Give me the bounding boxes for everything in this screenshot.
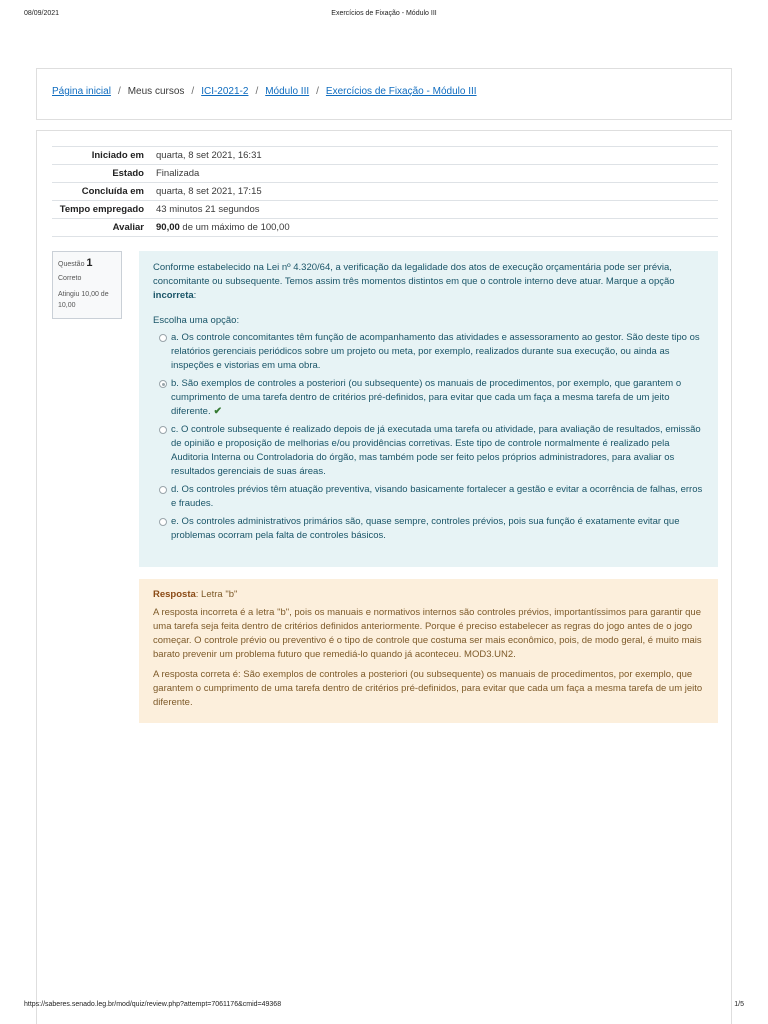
radio-unchecked-icon[interactable] [159,486,167,494]
answer-option-text: a. Os controle concomitantes têm função de acompanhamento das atividades e assessoramento ao gestor. São deste tipo os relatórios gerenciais periódicos sobre um projeto ou meta, por exemplo, realizados durante sua execução, ou ainda as inspeções e vistorias em uma obra. [171,332,700,371]
summary-row-state [52,165,718,183]
breadcrumb-separator: / [255,86,259,97]
breadcrumb [52,86,477,97]
question-text-emphasis: incorreta [153,290,194,301]
breadcrumb-home-link[interactable]: Página inicial [52,86,111,97]
answer-option-text: e. Os controles administrativos primários são, quase sempre, controles prévios, pois sua função é exatamente evitar que problemas ocorram pela falta de controles básicos. [171,516,680,541]
question-text-main: Conforme estabelecido na Lei nº 4.320/64, a verificação da legalidade dos atos de execução orçamentária pode ser prévia, concomitante ou subsequente. Temos assim três momentos distintos em que o controle interno deve atuar. Marque a opção [153,262,675,287]
summary-label: Iniciado em [52,147,150,165]
question-text-end: : [193,290,197,301]
radio-checked-icon[interactable] [159,380,167,388]
summary-row-completed [52,183,718,201]
summary-label: Concluída em [52,183,150,201]
attempt-summary-table [52,146,718,237]
summary-row-grade [52,219,718,237]
answer-option-text: c. O controle subsequente é realizado depois de já executada uma tarefa ou atividade, para avaliação de resultados, emissão de opinião e proposição de melhorias e/ou providências corretivas. Este tipo de controle normalmente é realizado pela Auditoria Interna ou Controladoria do órgão, mas também pode ser feito pelos próprios administradores, para avaliar os resultados gerenciais de suas áreas. [171,424,701,477]
breadcrumb-card [36,68,732,120]
summary-row-time-taken [52,201,718,219]
summary-label: Avaliar [52,219,150,237]
print-date: 08/09/2021 [24,10,60,17]
radio-unchecked-icon[interactable] [159,426,167,434]
answer-option-a[interactable] [153,331,704,373]
answer-option-text: b. São exemplos de controles a posteriori (ou subsequente) os manuais de procedimentos, por exemplo, que garantem o cumprimento de uma tarefa dentro de critérios pré-definidos, para evitar que cada um faça a mesma tarefa de um jeito diferente. [171,378,682,417]
summary-value: quarta, 8 set 2021, 16:31 [150,147,718,165]
question-number-label: Questão [58,261,85,268]
breadcrumb-quiz-link[interactable]: Exercícios de Fixação - Módulo III [325,86,477,97]
correct-check-icon: ✔ [213,406,223,417]
question-mark: Atingiu 10,00 de 10,00 [58,291,109,309]
breadcrumb-separator: / [191,86,195,97]
summary-value: 43 minutos 21 segundos [150,201,718,219]
question-number-value: 1 [86,257,93,269]
summary-value [150,219,718,237]
question-content [139,251,718,567]
print-url: https://saberes.senado.leg.br/mod/quiz/review.php?attempt=7061176&cmid=49368 [24,1001,282,1008]
question-number [58,257,116,269]
answer-feedback [139,579,718,723]
breadcrumb-my-courses: Meus cursos [127,86,185,97]
radio-unchecked-icon[interactable] [159,518,167,526]
answer-option-d[interactable] [153,483,704,511]
print-title: Exercícios de Fixação - Módulo III [331,10,437,17]
feedback-right-answer: A resposta correta é: São exemplos de controles a posteriori (ou subsequente) os manuais de procedimentos, por exemplo, que garantem o cumprimento de uma tarefa dentro de critérios pré-definidos, para evitar que cada um faça a mesma tarefa de um jeito diferente. [153,669,703,708]
feedback-answer [153,588,704,602]
breadcrumb-course-link[interactable]: ICI-2021-2 [201,86,249,97]
breadcrumb-separator: / [316,86,319,97]
answer-option-text: d. Os controles prévios têm atuação preventiva, visando basicamente fortalecer a gestão e evitar a ocorrência de falhas, erros e fraudes. [171,484,703,509]
radio-unchecked-icon[interactable] [159,334,167,342]
question-text [153,261,704,303]
answer-prompt: Escolha uma opção: [153,315,240,326]
answer-option-b[interactable] [153,377,704,419]
print-page-number: 1/5 [734,1001,744,1008]
answer-option-e[interactable] [153,515,704,543]
question-state: Correto [58,275,82,282]
summary-value: quarta, 8 set 2021, 17:15 [150,183,718,201]
question-info-box [52,251,122,319]
grade-max: de um máximo de 100,00 [179,222,290,233]
summary-label: Tempo empregado [52,201,150,219]
summary-row-started [52,147,718,165]
answer-option-c[interactable] [153,423,704,479]
feedback-answer-value: : Letra "b" [195,589,238,600]
summary-value: Finalizada [150,165,718,183]
quiz-review-card [36,130,732,1024]
feedback-answer-label: Resposta [153,589,196,600]
breadcrumb-module-link[interactable]: Módulo III [265,86,310,97]
grade-value: 90,00 [156,222,180,233]
feedback-explanation: A resposta incorreta é a letra "b", pois os manuais e normativos internos são controles prévios, importantíssimos para garantir que uma tarefa seja feita dentro de critérios definidos anteriormente. Porque é preciso estabelecer as regras do jogo antes de o jogo começar. O controle prévio ou preventivo é o tipo de controle que costuma ser mais econômico, pois, de modo geral, é muito mais barato prevenir um problema futuro que remediá-lo quando já aconteceu. MOD3.UN2. [153,607,702,660]
breadcrumb-separator: / [117,86,121,97]
summary-label: Estado [52,165,150,183]
